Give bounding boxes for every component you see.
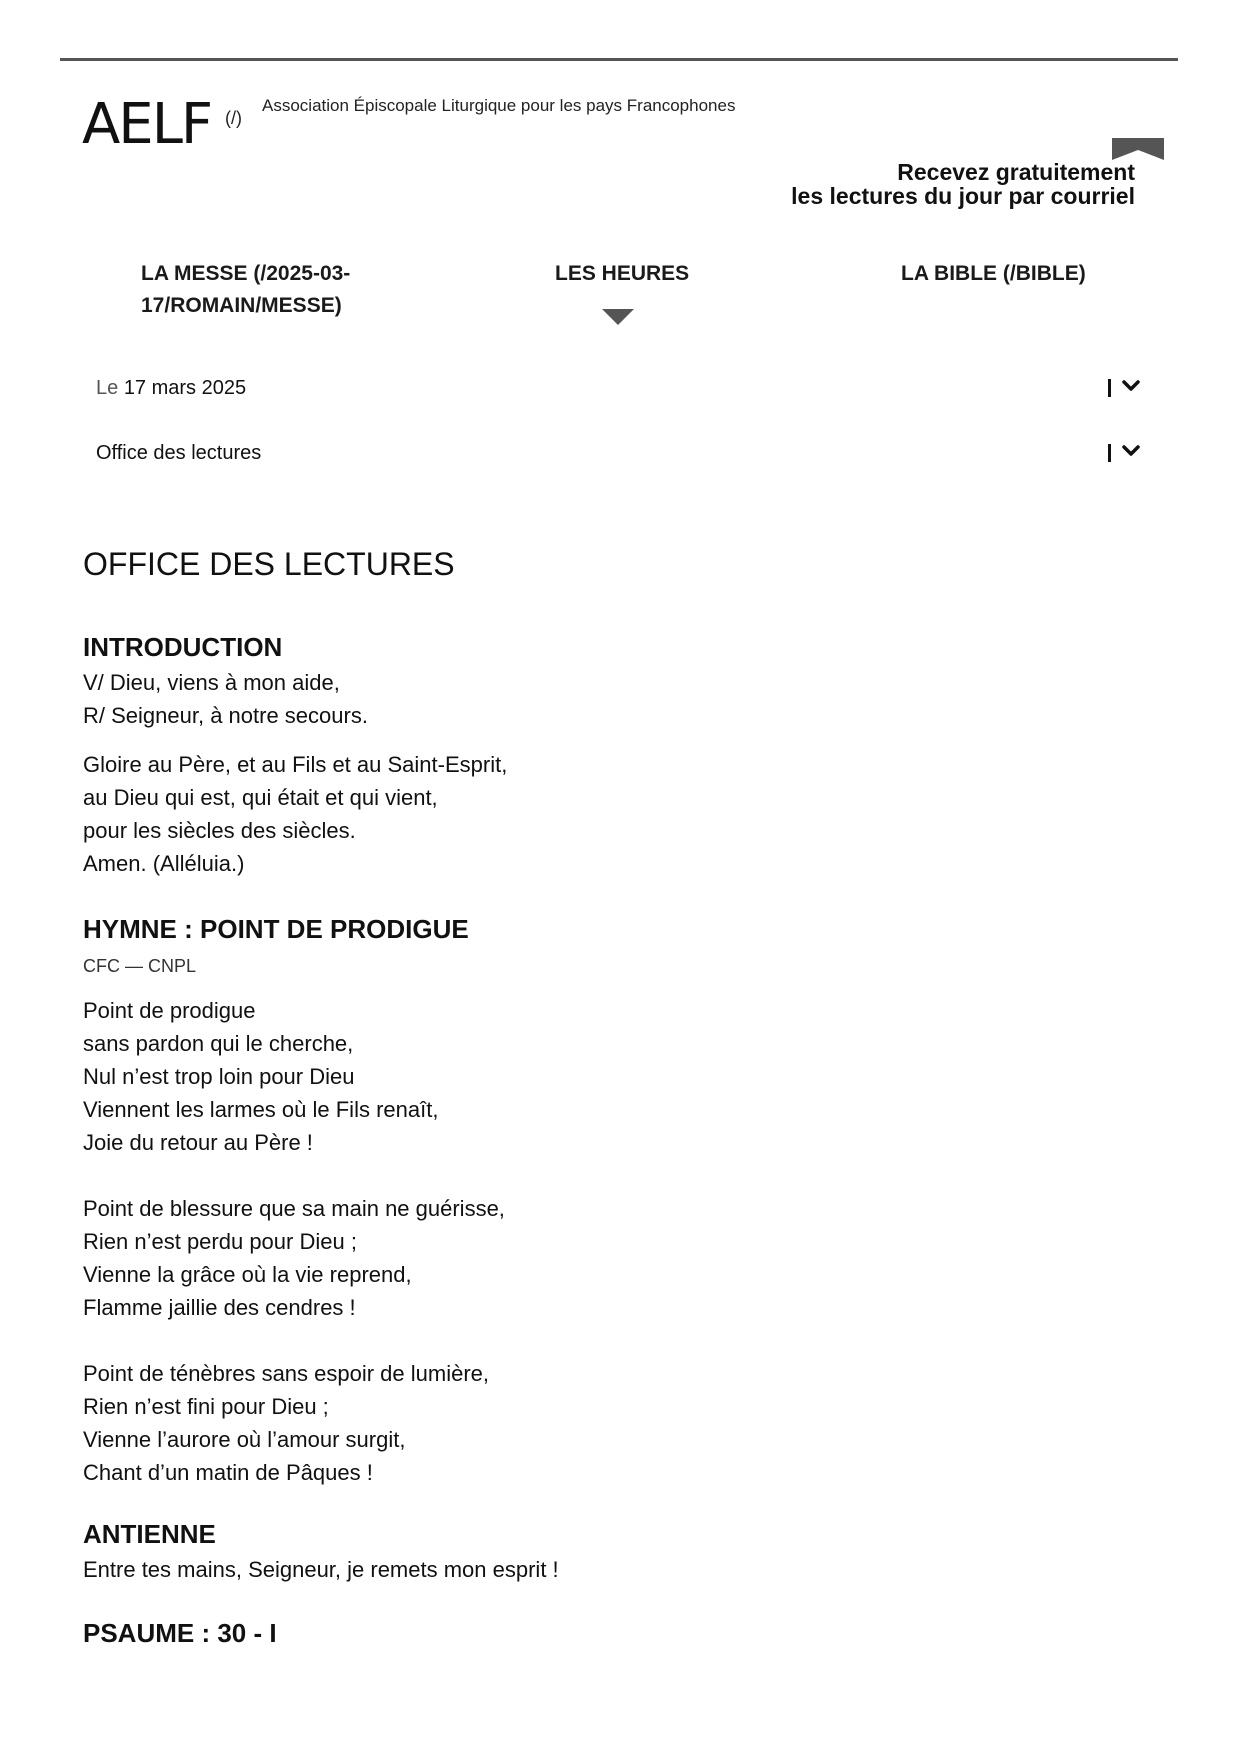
hymne-stanza-3: Point de ténèbres sans espoir de lumière, Rien n’est fini pour Dieu ; Vienne l’aurore où l’amour surgit, Chant d’un matin de Pâques ! xyxy=(83,1361,490,1485)
bookmark-icon[interactable] xyxy=(1112,138,1164,160)
newsletter-line-1: Recevez gratuitement xyxy=(897,159,1135,185)
hymne-stanza-1: Point de prodigue sans pardon qui le cherche, Nul n’est trop loin pour Dieu Viennent les larmes où le Fils renaît, Joie du retour au Père ! xyxy=(83,998,439,1155)
main-nav xyxy=(0,258,1241,338)
top-rule xyxy=(60,58,1178,61)
office-selector[interactable] xyxy=(96,437,1141,469)
hymne-stanza-2: Point de blessure que sa main ne guérisse, Rien n’est perdu pour Dieu ; Vienne la grâce où la vie reprend, Flamme jaillie des cendres ! xyxy=(83,1196,505,1320)
logo-link[interactable]: (/) xyxy=(225,108,242,128)
introduction-verse: V/ Dieu, viens à mon aide, R/ Seigneur, à notre secours. xyxy=(83,670,368,728)
section-title-antienne: ANTIENNE xyxy=(83,1519,216,1549)
date-label xyxy=(96,372,246,404)
org-name: Association Épiscopale Liturgique pour les pays Francophones xyxy=(262,96,736,115)
introduction-gloria: Gloire au Père, et au Fils et au Saint-Esprit, au Dieu qui est, qui était et qui vient, pour les siècles des siècles. Amen. (Alléluia.) xyxy=(83,752,508,876)
aelf-logo[interactable] xyxy=(82,92,232,158)
newsletter-line-2: les lectures du jour par courriel xyxy=(791,183,1135,209)
hymne-source: CFC — CNPL xyxy=(83,956,197,976)
main-content xyxy=(83,540,983,1652)
separator-bar xyxy=(1108,379,1111,397)
antienne-text: Entre tes mains, Seigneur, je remets mon esprit ! xyxy=(83,1557,559,1582)
nav-les-heures[interactable]: LES HEURES xyxy=(555,262,690,285)
nav-la-messe[interactable]: LA MESSE (/2025-03-17/ROMAIN/MESSE) xyxy=(141,262,351,317)
section-title-psaume: PSAUME : 30 - I xyxy=(83,1618,277,1648)
chevron-down-icon[interactable] xyxy=(1121,376,1141,396)
chevron-down-icon[interactable] xyxy=(1121,441,1141,461)
date-prefix: Le xyxy=(96,377,119,399)
date-selector[interactable] xyxy=(96,372,1141,404)
newsletter-signup-link[interactable] xyxy=(791,160,1135,208)
logo-text: AELF xyxy=(82,92,212,157)
office-label: Office des lectures xyxy=(96,442,262,464)
section-title-introduction: INTRODUCTION xyxy=(83,632,283,662)
date-value: 17 mars 2025 xyxy=(123,377,247,399)
nav-la-bible[interactable]: LA BIBLE (/BIBLE) xyxy=(901,262,1086,285)
section-title-hymne: HYMNE : POINT DE PRODIGUE xyxy=(83,914,469,944)
separator-bar xyxy=(1108,444,1111,462)
caret-down-icon[interactable] xyxy=(602,309,634,325)
page-title: OFFICE DES LECTURES xyxy=(83,546,455,582)
